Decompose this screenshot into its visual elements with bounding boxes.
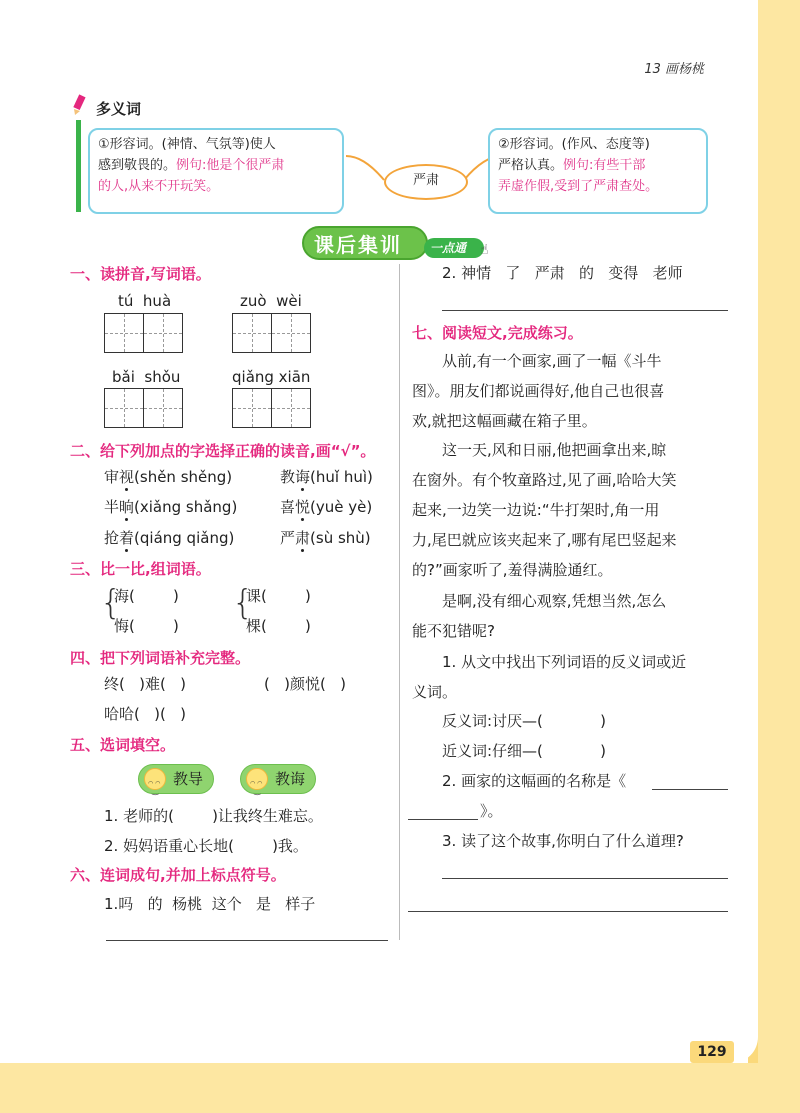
smiley-icon xyxy=(144,768,166,790)
writing-grid-cell[interactable] xyxy=(104,313,144,353)
idiom-blank[interactable]: 哈哈( )( ) xyxy=(104,705,187,723)
pinyin: tú huà xyxy=(118,292,172,310)
section-3-title: 三、比一比,组词语。 xyxy=(70,560,211,578)
page-number: 129 xyxy=(690,1041,734,1063)
passage-line: 是啊,没有细心观察,凭想当然,怎么 xyxy=(442,592,667,610)
definition-text: 感到敬畏的。例句:他是个很严肃 xyxy=(98,158,285,173)
pointer-icon: ☝ xyxy=(480,242,489,258)
section-4-title: 四、把下列词语补充完整。 xyxy=(70,649,251,667)
brace: { xyxy=(232,583,254,623)
question-text: 义词。 xyxy=(412,683,458,701)
smiley-icon xyxy=(246,768,268,790)
polysemy-title: 多义词 xyxy=(96,100,142,118)
example-text: 例句:有些干部 xyxy=(563,158,646,173)
column-divider xyxy=(399,264,400,940)
fill-blank-question[interactable]: 1. 老师的( )让我终生难忘。 xyxy=(104,807,323,825)
word-group-blank[interactable]: 棵( ) xyxy=(246,617,311,635)
writing-grid-cell[interactable] xyxy=(271,388,311,428)
example-text: 的人,从来不开玩笑。 xyxy=(98,179,220,194)
writing-grid-cell[interactable] xyxy=(271,313,311,353)
writing-grid-cell[interactable] xyxy=(104,388,144,428)
section-1-title: 一、读拼音,写词语。 xyxy=(70,265,211,283)
idiom-blank[interactable]: 终( )难( ) xyxy=(104,675,187,693)
section-5-title: 五、选词填空。 xyxy=(70,736,176,754)
reading-choice[interactable]: 抢着(qiáng qiǎng) xyxy=(104,529,235,547)
sentence-words: 2. 神情 了 严肃 的 变得 老师 xyxy=(442,264,683,282)
writing-grid-cell[interactable] xyxy=(143,388,183,428)
answer-line[interactable] xyxy=(408,911,728,912)
question-text: 》。 xyxy=(480,802,503,820)
page-bottom-decoration xyxy=(0,1063,800,1113)
definition-text: ①形容词。(神情、气氛等)使人 xyxy=(98,137,276,152)
passage-line: 这一天,风和日丽,他把画拿出来,晾 xyxy=(442,441,667,459)
writing-grid-cell[interactable] xyxy=(143,313,183,353)
exercise-banner xyxy=(302,226,492,262)
definition-box-2 xyxy=(488,128,708,214)
reading-choice[interactable]: 审视(shěn shěng) xyxy=(104,468,233,486)
sentence-words: 1.吗 的 杨桃 这个 是 样子 xyxy=(104,895,316,913)
definition-box-1 xyxy=(88,128,344,214)
answer-line[interactable] xyxy=(652,789,728,790)
writing-grid-cell[interactable] xyxy=(232,388,272,428)
section-2-title: 二、给下列加点的字选择正确的读音,画“√”。 xyxy=(70,442,376,460)
answer-line[interactable] xyxy=(106,940,388,941)
writing-grid-cell[interactable] xyxy=(232,313,272,353)
question-text: 2. 画家的这幅画的名称是《 xyxy=(442,772,627,790)
word-option: ◠ ◠ ‿ 教导 xyxy=(138,764,214,794)
reading-choice[interactable]: 喜悦(yuè yè) xyxy=(280,498,373,516)
passage-line: 从前,有一个画家,画了一幅《斗牛 xyxy=(442,352,662,370)
polysemy-word: 严肃 xyxy=(384,164,468,200)
banner-subtitle: 一点通 xyxy=(430,241,467,255)
section-7-title: 七、阅读短文,完成练习。 xyxy=(412,324,583,342)
synonym-blank[interactable]: 近义词:仔细—( ) xyxy=(442,742,606,760)
chapter-title: 13 画杨桃 xyxy=(644,62,704,77)
pinyin: qiǎng xiān xyxy=(232,368,311,386)
reading-choice[interactable]: 严肃(sù shù) xyxy=(280,529,371,547)
section-accent-bar xyxy=(76,120,81,212)
pencil-icon xyxy=(68,94,90,116)
question-text: 3. 读了这个故事,你明白了什么道理? xyxy=(442,832,684,850)
reading-choice[interactable]: 教诲(huǐ huì) xyxy=(280,468,373,486)
word-group-blank[interactable]: 悔( ) xyxy=(114,617,179,635)
idiom-blank[interactable]: ( )颜悦( ) xyxy=(264,675,347,693)
antonym-blank[interactable]: 反义词:讨厌—( ) xyxy=(442,712,606,730)
fill-blank-question[interactable]: 2. 妈妈语重心长地( )我。 xyxy=(104,837,308,855)
passage-line: 的?”画家听了,羞得满脸通红。 xyxy=(412,561,613,579)
pinyin: bǎi shǒu xyxy=(112,368,181,386)
page-edge-decoration xyxy=(758,0,800,1113)
reading-choice[interactable]: 半晌(xiǎng shǎng) xyxy=(104,498,238,516)
section-6-title: 六、连词成句,并加上标点符号。 xyxy=(70,866,286,884)
example-text: 例句:他是个很严肃 xyxy=(176,158,285,173)
example-text: 弄虚作假,受到了严肃查处。 xyxy=(498,179,659,194)
word-group-blank[interactable]: 海( ) xyxy=(114,587,179,605)
brace: { xyxy=(100,583,122,623)
passage-line: 在窗外。有个牧童路过,见了画,哈哈大笑 xyxy=(412,471,677,489)
word-group-blank[interactable]: 课( ) xyxy=(246,587,311,605)
passage-line: 力,尾巴就应该夹起来了,哪有尾巴竖起来 xyxy=(412,531,677,549)
definition-text: 严格认真。例句:有些干部 xyxy=(498,158,646,173)
answer-line[interactable] xyxy=(442,310,728,311)
passage-line: 能不犯错呢? xyxy=(412,622,495,640)
definition-text: ②形容词。(作风、态度等) xyxy=(498,137,650,152)
word-option: ◠ ◠ ‿ 教诲 xyxy=(240,764,316,794)
question-text: 1. 从文中找出下列词语的反义词或近 xyxy=(442,653,687,671)
answer-line[interactable] xyxy=(408,819,478,820)
passage-line: 图》。朋友们都说画得好,他自己也很喜 xyxy=(412,382,665,400)
connector-line xyxy=(344,150,390,190)
pinyin: zuò wèi xyxy=(240,292,302,310)
answer-line[interactable] xyxy=(442,878,728,879)
passage-line: 欢,就把这幅画藏在箱子里。 xyxy=(412,412,597,430)
banner-title: 课后集训 xyxy=(314,233,402,257)
passage-line: 起来,一边笑一边说:“牛打架时,角一用 xyxy=(412,501,660,519)
